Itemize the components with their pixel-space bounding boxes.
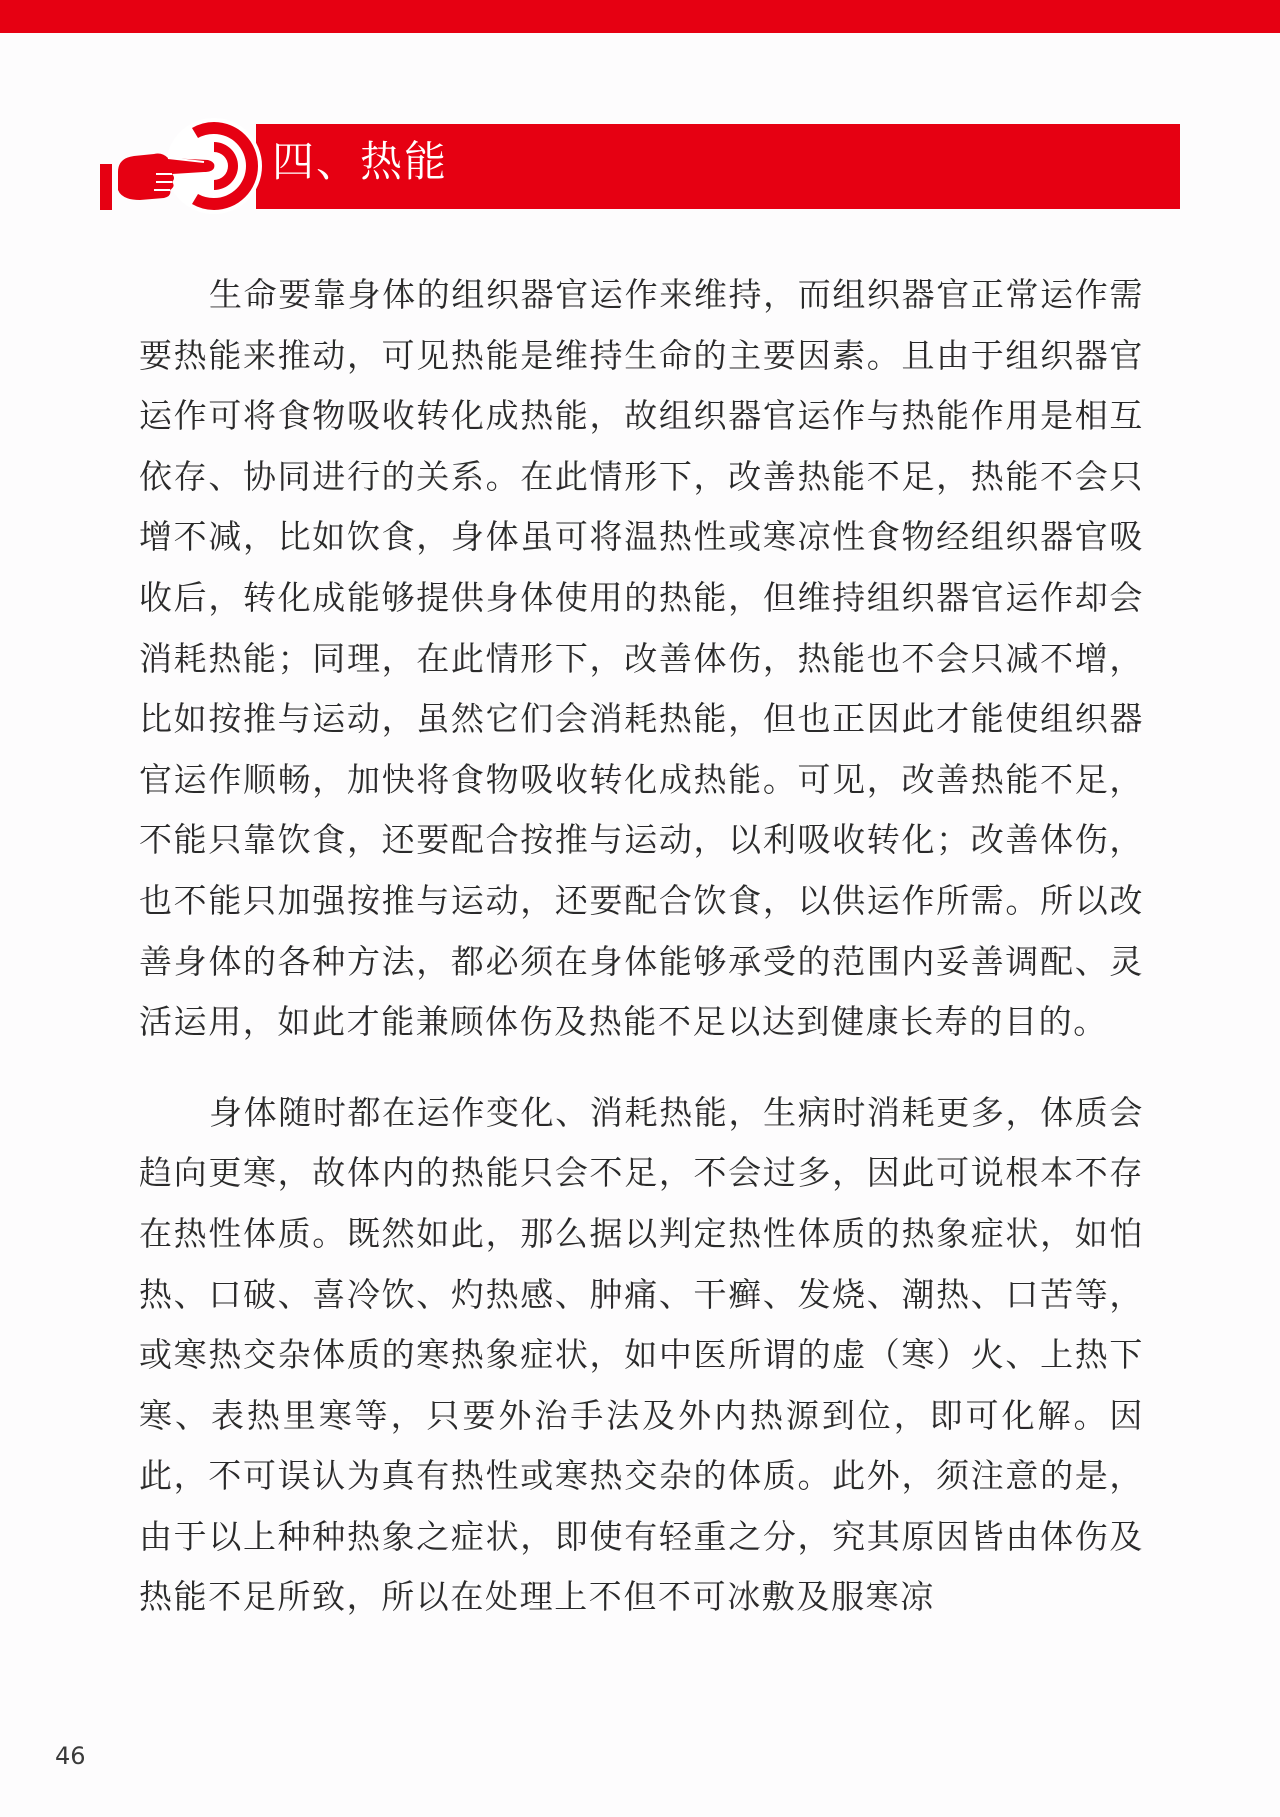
paragraph: 身体随时都在运作变化、消耗热能，生病时消耗更多，体质会趋向更寒，故体内的热能只会不足，不会过多，因此可说根本不存在热性体质。既然如此，那么据以判定热性体质的热象症状，如怕热、口破、喜冷饮、灼热感、肿痛、干癣、发烧、潮热、口苦等，或寒热交杂体质的寒热象症状，如中医所谓的虚（寒）火、上热下寒、表热里寒等，只要外治手法及外内热源到位，即可化解。因此，不可误认为真有热性或寒热交杂的体质。此外，须注意的是，由于以上种种热象之症状，即使有轻重之分，究其原因皆由体伤及热能不足所致，所以在处理上不但不可冰敷及服寒凉	[139, 1092, 1144, 1617]
article-body	[139, 265, 1144, 1628]
paragraph: 生命要靠身体的组织器官运作来维持，而组织器官正常运作需要热能来推动，可见热能是维持生命的主要因素。且由于组织器官运作可将食物吸收转化成热能，故组织器官运作与热能作用是相互依存、协同进行的关系。在此情形下，改善热能不足，热能不会只增不减，比如饮食，身体虽可将温热性或寒凉性食物经组织器官吸收后，转化成能够提供身体使用的热能，但维持组织器官运作却会消耗热能；同理，在此情形下，改善体伤，热能也不会只减不增，比如按推与运动，虽然它们会消耗热能，但也正因此才能使组织器官运作顺畅，加快将食物吸收转化成热能。可见，改善热能不足，不能只靠饮食，还要配合按推与运动，以利吸收转化；改善体伤，也不能只加强按推与运动，还要配合饮食，以供运作所需。所以改善身体的各种方法，都必须在身体能够承受的范围内妥善调配、灵活运用，如此才能兼顾体伤及热能不足以达到健康长寿的目的。	[139, 275, 1144, 1042]
page-number: 46	[55, 1742, 86, 1770]
pointing-hand-target-icon	[96, 118, 268, 214]
top-accent-bar	[0, 0, 1280, 33]
section-title: 四、热能	[272, 137, 449, 186]
section-header	[96, 118, 1186, 214]
